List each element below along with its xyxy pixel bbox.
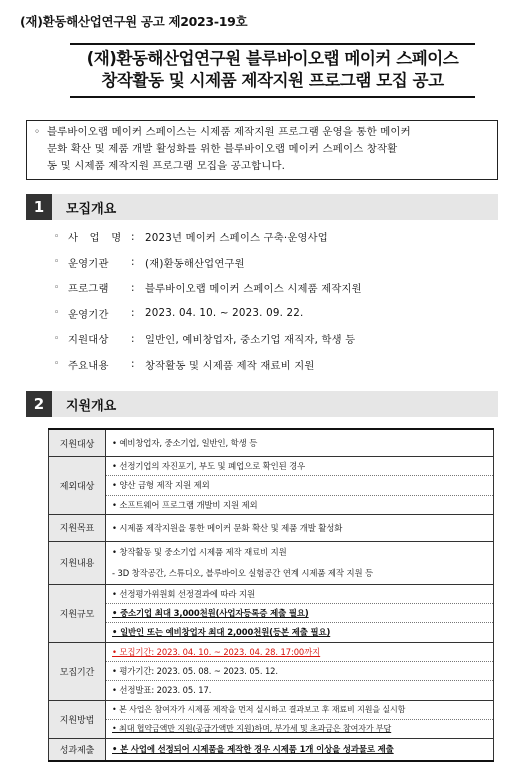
list-item xyxy=(54,250,494,276)
row-line: • 일반인 또는 예비창업자 최대 2,000천원(등본 제출 필요) xyxy=(106,622,493,641)
item-key: 지원대상 xyxy=(68,334,109,347)
table-row xyxy=(49,541,494,584)
document-title xyxy=(70,43,475,98)
item-value: 2023년 메이커 스페이스 구축·운영사업 xyxy=(145,232,328,245)
item-key: 운영기관 xyxy=(68,257,109,270)
summary-line: 블루바이오랩 메이커 스페이스는 시제품 제작지원 프로그램 운영을 통한 메이커 xyxy=(47,126,411,138)
row-line: • 중소기업 최대 3,000천원(사업자등록증 제출 필요) xyxy=(106,603,493,622)
colon: : xyxy=(131,230,135,243)
row-content xyxy=(106,514,494,541)
row-line: • 시제품 제작지원을 통한 메이커 문화 확산 및 제품 개발 활성화 xyxy=(112,522,343,533)
title-line-1: (재)환동해산업연구원 블루바이오랩 메이커 스페이스 xyxy=(86,49,459,68)
row-line: - 3D 창작공간, 스튜디오, 블루바이오 실험공간 연계 시제품 제작 지원 등 xyxy=(112,567,373,578)
section-title: 지원개요 xyxy=(66,398,117,414)
row-line: • 선정평가위원회 선정결과에 따라 지원 xyxy=(112,588,255,599)
bullet: ◦ xyxy=(54,231,60,242)
bullet: ◦ xyxy=(54,359,60,370)
row-content xyxy=(106,642,494,700)
bullet: ◦ xyxy=(54,333,60,344)
table-row xyxy=(49,642,494,700)
row-content xyxy=(106,429,494,457)
list-item xyxy=(54,224,494,250)
colon: : xyxy=(131,307,135,320)
table-row xyxy=(49,457,494,515)
row-content xyxy=(106,541,494,584)
row-line: • 본 사업에 선정되어 시제품을 제작한 경우 시제품 1개 이상을 성과물로 제출 xyxy=(112,744,394,755)
row-line: • 소프트웨어 프로그램 개발비 지원 제외 xyxy=(106,495,493,514)
section-header-support xyxy=(26,391,498,417)
section-number: 1 xyxy=(26,194,52,220)
item-key: 운영기간 xyxy=(68,308,109,321)
colon: : xyxy=(131,358,135,371)
row-line: • 본 사업은 참여자가 시제품 제작을 먼저 실시하고 결과보고 후 재료비 지원을 실시함 xyxy=(112,704,406,714)
item-key: 주요내용 xyxy=(68,359,109,372)
summary-box xyxy=(26,120,498,180)
support-overview-table xyxy=(48,428,494,762)
announcement-number: (재)환동해산업연구원 공고 제2023-19호 xyxy=(20,14,248,29)
row-line: • 최대 협약금액만 지원(공급가액만 지원)하며, 부가세 및 초과금은 참여자가 부담 xyxy=(106,719,493,738)
table-row xyxy=(49,700,494,739)
item-key: 프로그램 xyxy=(68,283,109,296)
section-title: 모집개요 xyxy=(66,201,117,217)
colon: : xyxy=(131,332,135,345)
row-content xyxy=(106,457,494,515)
bullet: ◦ xyxy=(54,282,60,293)
item-value: 창작활동 및 시제품 제작 재료비 지원 xyxy=(145,359,315,372)
row-line: • 모집기간: 2023. 04. 10. ~ 2023. 04. 28. 17:00까지 xyxy=(112,646,321,657)
row-line: • 양산 금형 제작 지원 제외 xyxy=(106,475,493,494)
item-value: 일반인, 예비창업자, 중소기업 재직자, 학생 등 xyxy=(145,334,356,347)
list-item xyxy=(54,352,494,378)
table-row xyxy=(49,514,494,541)
table-row xyxy=(49,584,494,642)
row-content xyxy=(106,700,494,739)
row-line: • 창작활동 및 중소기업 시제품 제작 재료비 지원 xyxy=(112,546,287,557)
row-header: 모집기간 xyxy=(49,642,106,700)
summary-bullet: ◦ xyxy=(34,126,41,138)
title-line-2: 창작활동 및 시제품 제작지원 프로그램 모집 공고 xyxy=(101,71,444,90)
row-header: 지원대상 xyxy=(49,429,106,457)
recruitment-overview-list xyxy=(54,224,494,377)
row-header: 지원내용 xyxy=(49,541,106,584)
row-line: • 예비창업자, 중소기업, 일반인, 학생 등 xyxy=(112,438,258,448)
row-line: • 선정기업의 자진포기, 부도 및 폐업으로 확인된 경우 xyxy=(112,461,306,471)
row-header: 지원방법 xyxy=(49,700,106,739)
row-line: • 평가기간: 2023. 05. 08. ~ 2023. 05. 12. xyxy=(106,661,493,680)
summary-line: 문화 확산 및 제품 개발 활성화를 위한 블루바이오랩 메이커 스페이스 창작활 xyxy=(47,143,398,155)
item-key: 사 업 명 xyxy=(68,232,126,245)
list-item xyxy=(54,301,494,327)
colon: : xyxy=(131,256,135,269)
item-value: 블루바이오랩 메이커 스페이스 시제품 제작지원 xyxy=(145,283,362,296)
row-header: 성과제출 xyxy=(49,739,106,762)
row-header: 지원규모 xyxy=(49,584,106,642)
row-content xyxy=(106,584,494,642)
section-header-recruitment xyxy=(26,194,498,220)
item-value: (재)환동해산업연구원 xyxy=(145,257,245,270)
section-number: 2 xyxy=(26,391,52,417)
item-value: 2023. 04. 10. ~ 2023. 09. 22. xyxy=(145,307,304,320)
row-header: 지원목표 xyxy=(49,514,106,541)
summary-line: 동 및 시제품 제작지원 프로그램 모집을 공고합니다. xyxy=(47,160,286,172)
list-item xyxy=(54,326,494,352)
bullet: ◦ xyxy=(54,257,60,268)
list-item xyxy=(54,275,494,301)
colon: : xyxy=(131,281,135,294)
table-row xyxy=(49,429,494,457)
bullet: ◦ xyxy=(54,308,60,319)
row-header: 제외대상 xyxy=(49,457,106,515)
row-line: • 선정발표: 2023. 05. 17. xyxy=(106,680,493,699)
